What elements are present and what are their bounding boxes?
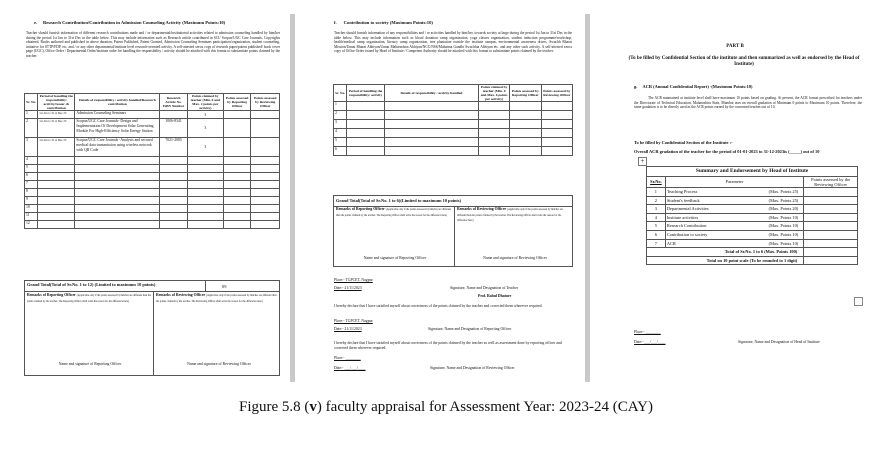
parameter-name: Teaching Process	[666, 189, 698, 194]
cell-sr: 1	[25, 111, 38, 119]
summary-total-row	[647, 256, 858, 265]
section-number: g.	[634, 84, 638, 89]
column-header: Research Article No. ISBN Number	[160, 94, 187, 111]
cell-points-reporting	[223, 157, 251, 165]
cell-points	[804, 239, 858, 248]
cell-points-claimed	[187, 213, 223, 221]
place-field: Place:- TGPCET, Nagpur	[334, 278, 373, 282]
table-row	[25, 111, 280, 119]
table-row	[25, 119, 280, 138]
cell-parameter	[665, 196, 803, 205]
cell-period: 1st Jan to 31 st Dec 23	[38, 111, 75, 119]
sig-reviewing-label: Name and signature of Reviewing Officer	[483, 256, 547, 260]
cell-points-claimed: 3	[187, 138, 223, 157]
table-cell	[384, 111, 478, 120]
overall-acr-gradation: Overall ACR gradation of the teacher for the period of 01-01-2023 to 31-12-2023is (_____) out of 10	[634, 149, 820, 154]
remarks-box	[333, 195, 573, 267]
cell-points-reviewing	[251, 138, 280, 157]
society-table	[333, 84, 573, 156]
caption-prefix: Figure 5.8 (	[239, 399, 310, 415]
table-row	[334, 111, 573, 120]
table-header-row	[25, 94, 280, 111]
cell-details	[75, 173, 160, 181]
cell-details	[75, 221, 160, 229]
summary-row	[647, 213, 858, 222]
table-row	[25, 213, 280, 221]
cell-period	[38, 181, 75, 189]
cell-isbn	[160, 181, 187, 189]
date-field: Date:- ___/___/____	[634, 340, 666, 344]
cell-isbn: 1006-8341	[160, 119, 187, 138]
cell-sr: 3	[647, 205, 666, 214]
table-resize-handle-icon[interactable]	[854, 297, 863, 306]
grand-total-value: 09	[222, 284, 227, 289]
part-subheading: (To be filled by Confidential Section of the institute and then summarized as well as endorsed by the Head of Institute)	[628, 56, 860, 67]
table-cell	[384, 138, 478, 147]
sig-reviewing-label: Name and signature of Reviewing Officer	[187, 362, 251, 366]
parameter-name: Research Contribution	[666, 223, 707, 229]
cell-points-reporting	[223, 213, 251, 221]
cell-isbn	[160, 173, 187, 181]
cell-details: Admission Counseling Seminars	[75, 111, 160, 119]
table-row	[334, 147, 573, 156]
declaration-reviewing: I hereby declare that I have satisfied myself about correctness of the points claimed by the teacher as well as assessment done by reporting officer and corrected them wherever required.	[334, 341, 562, 350]
cell-isbn	[160, 221, 187, 229]
summary-row	[647, 188, 858, 197]
cell-sr: 4	[334, 129, 347, 138]
page-divider	[290, 14, 295, 382]
cell-parameter	[665, 205, 803, 214]
cell-points-reviewing	[251, 205, 280, 213]
cell-parameter	[665, 222, 803, 231]
cell-sr: 9	[25, 197, 38, 205]
cell-points-reporting	[223, 173, 251, 181]
column-header: Details of responsibility / activity handled/Research contribution	[75, 94, 160, 111]
summary-total-row	[647, 248, 858, 257]
table-cell	[510, 147, 541, 156]
cell-points-reporting	[223, 221, 251, 229]
summary-table	[646, 166, 858, 265]
table-cell	[479, 102, 510, 111]
cell-points-claimed: 3	[187, 111, 223, 119]
table-row	[334, 129, 573, 138]
research-table	[24, 93, 280, 229]
cell-points-reviewing	[251, 165, 280, 173]
column-header: Points claimed by teacher (Min. 0 and Max. 2 points per activity)	[187, 94, 223, 111]
section-paragraph: Teacher should furnish information of any responsibilities and / or activities handled by him/her, towards society at large during the period 1st Jan to 31st Dec in the table below. This may include information such as blood donation camp organization, yoga classes organization, student induction programme/workshop, health/medical camp organization, literacy camp organization, tree plantation outside the institute campus, environmental awareness drives, Swachh Bharat Mission/Unnat Bharat Abhiyan/Unnat Maharashtra Abhiyan/NCC/NSS/Mahatma Gandhi Swachhta Abhiyan etc. and any other such activity. A self-attested xerox copy of Office Order issued by Head of Institute / Competent Authority should be attached with this format to substantiate points claimed by the teacher.	[334, 31, 572, 53]
cell-details	[75, 181, 160, 189]
table-row	[334, 102, 573, 111]
summary-total-value	[804, 248, 858, 257]
table-header-row	[647, 177, 858, 188]
table-row	[25, 197, 280, 205]
table-row	[25, 221, 280, 229]
cell-details: Scopus/UGC Care Journals -Analysis and secured medical data transmission using wireless network with QR Code	[75, 138, 160, 157]
table-row	[25, 173, 280, 181]
column-header: Points assessed by Reporting Officer	[223, 94, 251, 111]
remarks-reporting-note: (Applicable only if the points assessed by him/her are different than the points claimed by the teacher. The Reporting Officer shall write the reason for the difference here)	[27, 294, 151, 303]
table-row	[25, 181, 280, 189]
table-row	[334, 120, 573, 129]
cell-sr: 12	[25, 221, 38, 229]
section-number: f.	[334, 20, 337, 25]
column-header: Parameter	[665, 177, 803, 188]
table-cell	[479, 129, 510, 138]
cell-points-claimed	[187, 157, 223, 165]
cell-details	[75, 213, 160, 221]
table-cell	[541, 138, 572, 147]
reviewing-officer-signature-label: Signature, Name and Designation of Reviewing Officer	[430, 366, 515, 370]
caption-bold: v	[309, 399, 317, 415]
cell-period	[38, 189, 75, 197]
part-heading: PART B	[726, 44, 744, 49]
table-cell	[510, 120, 541, 129]
column-header: Sr. No.	[25, 94, 38, 111]
page-divider	[585, 14, 590, 382]
cell-points	[804, 196, 858, 205]
remarks-reviewing-label: Remarks of Reviewing Officer	[156, 293, 206, 297]
grand-total-row	[24, 280, 280, 292]
parameter-max: (Max. Points 10)	[768, 231, 799, 237]
cell-details	[75, 197, 160, 205]
cell-sr: 5	[647, 222, 666, 231]
date-field: Date:- 21/11/2023	[334, 327, 362, 331]
parameter-name: Institute activities	[666, 214, 699, 220]
table-cell	[384, 129, 478, 138]
cell-points-reviewing	[251, 157, 280, 165]
cell-sr: 2	[25, 119, 38, 138]
cell-parameter	[665, 213, 803, 222]
summary-total-label: Total on 10 point scale (To be rounded to 1 digit)	[647, 256, 804, 265]
section-title: Contribution to society (Maximum Points:10)	[343, 20, 433, 25]
table-row	[334, 138, 573, 147]
remarks-block	[24, 280, 280, 376]
summary-row	[647, 196, 858, 205]
cell-points-claimed	[187, 221, 223, 229]
sig-reporting-label: Name and signature of Reporting Officer	[363, 256, 427, 260]
cell-sr: 3	[334, 120, 347, 129]
table-row	[25, 138, 280, 157]
summary-row	[647, 239, 858, 248]
caption-suffix: ) faculty appraisal for Assessment Year: 2023-24 (CAY)	[316, 399, 653, 415]
parameter-name: Student's feedback	[666, 197, 700, 203]
cell-points-reviewing	[251, 213, 280, 221]
cell-details	[75, 165, 160, 173]
cell-details	[75, 157, 160, 165]
cell-points-reviewing	[251, 189, 280, 197]
summary-row	[647, 222, 858, 231]
column-header: Points assessed by Reporting Officer	[510, 85, 541, 102]
cell-isbn	[160, 197, 187, 205]
head-signature-label: Signature, Name and Designation of Head of Institute	[738, 340, 820, 344]
column-header: Points claimed by teacher (Min. 0 and Max. 6 points per activity)	[479, 85, 510, 102]
cell-points-claimed	[187, 173, 223, 181]
section-number: e.	[34, 20, 38, 25]
cell-parameter	[665, 188, 803, 197]
cell-border	[153, 292, 154, 375]
cell-isbn	[160, 111, 187, 119]
cell-period	[38, 213, 75, 221]
date-field: Date:- 21/11/2023	[334, 286, 362, 290]
table-cell	[510, 138, 541, 147]
cell-points-claimed	[187, 165, 223, 173]
cell-points-reviewing	[251, 181, 280, 189]
column-header: Sr.No.	[647, 177, 666, 188]
teacher-signature-label: Signature, Name and Designation of Teacher	[450, 286, 519, 290]
cell-period	[38, 157, 75, 165]
parameter-max: (Max. Points 10)	[768, 214, 799, 220]
table-cell	[347, 138, 384, 147]
cell-isbn	[160, 165, 187, 173]
remarks-reporting-note: (Applicable only if the points assessed by him/her are different than the points claimed by the teacher. The Reporting Officer shall write the reason for the difference here)	[336, 208, 452, 217]
figure-caption	[0, 399, 892, 416]
cell-isbn	[160, 213, 187, 221]
cell-sr: 7	[647, 239, 666, 248]
cell-details	[75, 189, 160, 197]
summary-total-value	[804, 256, 858, 265]
cell-points	[804, 222, 858, 231]
cell-period	[38, 205, 75, 213]
place-field: Place:- ________	[334, 356, 361, 360]
column-header: Points assessed by Reviewing Officer	[541, 85, 572, 102]
table-cell	[384, 120, 478, 129]
cell-period: 1st Jan to 31 st Dec 23	[38, 119, 75, 138]
section-title: ACR (Annual Confidential Report) -(Maximum Points:10)	[642, 84, 753, 89]
grand-total-label: Grand Total(Total of Sr.No. 1 to 6)(Limited to maximum 10 points)	[336, 198, 462, 203]
summary-title-row	[647, 167, 858, 177]
cell-points-reporting	[223, 138, 251, 157]
column-header: Sr. No.	[334, 85, 347, 102]
parameter-max: (Max. Points 10)	[768, 223, 799, 229]
column-header: Points assessed by the Reviewing Officer	[804, 177, 858, 188]
table-row	[25, 157, 280, 165]
declaration-reporting: I hereby declare that I have satisfied myself about correctness of the points claimed by the teacher and corrected them wherever required.	[334, 304, 543, 308]
column-header: Period of handling the responsibility/ activity/resear ch contribution	[39, 94, 73, 111]
cell-sr: 1	[334, 102, 347, 111]
document-page-society	[300, 14, 578, 382]
cell-sr: 2	[647, 196, 666, 205]
cell-points-reporting	[223, 119, 251, 138]
cell-points-reporting	[223, 197, 251, 205]
cell-points-reviewing	[251, 111, 280, 119]
remarks-reviewing-label: Remarks of Reviewing Officer	[457, 207, 507, 211]
remarks-reporting-label: Remarks of Reporting Officer	[336, 207, 385, 211]
filled-by-label: To be filled by Confidential Section of the Institute :-	[634, 140, 733, 145]
table-cell	[347, 120, 384, 129]
cell-points	[804, 230, 858, 239]
cell-border	[454, 206, 455, 267]
cell-points-reporting	[223, 111, 251, 119]
table-cell	[541, 129, 572, 138]
table-header-row	[334, 85, 573, 102]
section-heading	[34, 20, 274, 26]
column-header: Details of responsibility / activity handled	[384, 85, 478, 102]
cell-sr: 10	[25, 205, 38, 213]
cell-sr: 5	[334, 138, 347, 147]
cell-border	[205, 281, 206, 292]
cell-points-claimed	[187, 197, 223, 205]
remarks-box	[24, 292, 280, 376]
cell-sr: 11	[25, 213, 38, 221]
parameter-max: (Max. Points 25)	[768, 189, 799, 194]
table-row	[25, 189, 280, 197]
cell-sr: 3	[25, 138, 38, 157]
cell-points-reporting	[223, 165, 251, 173]
table-cell	[384, 102, 478, 111]
table-cell	[479, 138, 510, 147]
parameter-name: Departmental Activities	[666, 206, 709, 212]
teacher-name: Prof. Rahul Dhature	[478, 294, 512, 298]
parameter-max: (Max. Points 10)	[768, 240, 799, 246]
remarks-reviewing-note: (Applicable only if the points assessed by him/her are different than the points claimed by the teacher. The Reviewing Officer shall write the reason for the difference here)	[156, 294, 277, 303]
column-header: Period of handling the responsibility/ activity	[347, 85, 384, 102]
cell-points-claimed	[187, 189, 223, 197]
place-field: Place:- TGPCET, Nagpur	[334, 319, 373, 323]
cell-sr: 4	[647, 213, 666, 222]
cell-period	[38, 221, 75, 229]
acr-paragraph: The ACR maintained at institute level shall have maximum 10 points based on grading. At present, the ACR format prescribed for teachers under the Directorate of Technical Education, Maharashtra State, Mumbai uses an overall gradation of Minimum 0 points to Maximum 10 points. Therefore, the same gradation is to be directly used as the ACR points earned by the concerned teacher out of 10.	[634, 96, 862, 109]
cell-sr: 4	[25, 157, 38, 165]
cell-parameter	[665, 230, 803, 239]
summary-row	[647, 230, 858, 239]
cell-points-reviewing	[251, 119, 280, 138]
cell-points-reviewing	[251, 173, 280, 181]
table-cell	[347, 147, 384, 156]
cell-isbn	[160, 189, 187, 197]
cell-points	[804, 205, 858, 214]
cell-points-reviewing	[251, 197, 280, 205]
document-page-research	[20, 14, 285, 382]
cell-details: Scopus/UGC Care Journals- Design and Implementation Of Development Solar Generating Module For High-Efficiency Solar Energy Station	[75, 119, 160, 138]
cell-points-reporting	[223, 205, 251, 213]
sig-reporting-label: Name and signature of Reporting Officer	[58, 362, 122, 366]
table-row	[25, 165, 280, 173]
table-cell	[479, 111, 510, 120]
cell-isbn	[160, 205, 187, 213]
cell-sr: 6	[647, 230, 666, 239]
cell-points	[804, 188, 858, 197]
table-cell	[479, 147, 510, 156]
parameter-name: Contribution to society	[666, 231, 708, 237]
acr-heading	[634, 84, 864, 89]
reporting-officer-signature-label: Signature, Name and Designation of Reporting Officer	[428, 327, 512, 331]
cell-sr: 1	[647, 188, 666, 197]
section-heading	[334, 20, 564, 26]
section-title: Research Contribution/Contribution in Admission Counseling Activity (Maximum Points:10)	[42, 20, 226, 25]
table-cell	[510, 111, 541, 120]
cell-parameter	[665, 239, 803, 248]
date-field: Date:- ___/___/____	[334, 366, 366, 370]
remarks-reporting-label: Remarks of Reporting Officer	[27, 293, 76, 297]
table-cell	[479, 120, 510, 129]
cell-period	[38, 165, 75, 173]
cell-points-claimed	[187, 181, 223, 189]
cell-period	[38, 197, 75, 205]
summary-row	[647, 205, 858, 214]
cell-sr: 6	[25, 173, 38, 181]
cell-sr: 5	[25, 165, 38, 173]
place-field: Place:- ________	[634, 330, 661, 334]
table-cell	[347, 111, 384, 120]
column-header: Points assessed by Reviewing Officer	[251, 94, 280, 111]
section-paragraph: Teacher should furnish information of different research contributions made and / or departmental/institutional activities related to admission counseling handled by him/her during the period 1st Jan to 31st Dec in the table below. This may include information such as Research article contributed in SCI/ Scopus/UGC Care Journals, Copyrights obtained, Books authored and published in above duration, Patent Published, Patent Granted, Admission Counseling Seminars participation/organization, student counseling, initiative for STTP/FDP, etc. and / or any other departmental/institute level research-oriented activity. A self-attested xerox copy of research paper/patent published/ book cover page (UGC), Office Order / Departmental Order/institute order for handling the responsibility / activity should be attached with this format to substantiate points claimed by the teacher.	[26, 31, 280, 58]
cell-points	[804, 213, 858, 222]
cell-isbn	[160, 157, 187, 165]
parameter-max: (Max. Points 20)	[768, 206, 799, 212]
cell-sr: 2	[334, 111, 347, 120]
cell-points-reporting	[223, 189, 251, 197]
cell-period: 1st Jan to 31 st Dec 23	[38, 138, 75, 157]
cell-period	[38, 173, 75, 181]
grand-total-label: Grand Total(Total of Sr.No. 1 to 12) (Limited to maximum 10 points)	[27, 282, 156, 287]
document-page-part-b	[598, 14, 872, 382]
cell-details	[75, 205, 160, 213]
cell-points-claimed: 3	[187, 119, 223, 138]
cell-sr: 6	[334, 147, 347, 156]
table-cell	[510, 102, 541, 111]
table-cell	[347, 102, 384, 111]
table-cell	[541, 147, 572, 156]
summary-title: Summary and Endorsement by Head of Institute	[647, 167, 858, 177]
cell-points-claimed	[187, 205, 223, 213]
table-cell	[541, 120, 572, 129]
table-move-handle-icon[interactable]: +	[638, 157, 647, 166]
table-cell	[384, 147, 478, 156]
summary-total-label: Total of Sr.No. 1 to 6 (Max. Points 100)	[647, 248, 804, 257]
cell-points-reviewing	[251, 221, 280, 229]
cell-points-reporting	[223, 181, 251, 189]
table-cell	[347, 129, 384, 138]
cell-sr: 8	[25, 189, 38, 197]
table-cell	[541, 111, 572, 120]
parameter-name: ACR	[666, 240, 676, 246]
table-row	[25, 205, 280, 213]
table-cell	[510, 129, 541, 138]
parameter-max: (Max. Points 25)	[768, 197, 799, 203]
remarks-reviewing-note: (Applicable only if the points assessed by him/her are different than the points claimed by the teacher. The Reviewing Officer shall write the reason for the difference here)	[457, 208, 563, 223]
table-cell	[541, 102, 572, 111]
cell-isbn: 7021-2005	[160, 138, 187, 157]
cell-sr: 7	[25, 181, 38, 189]
